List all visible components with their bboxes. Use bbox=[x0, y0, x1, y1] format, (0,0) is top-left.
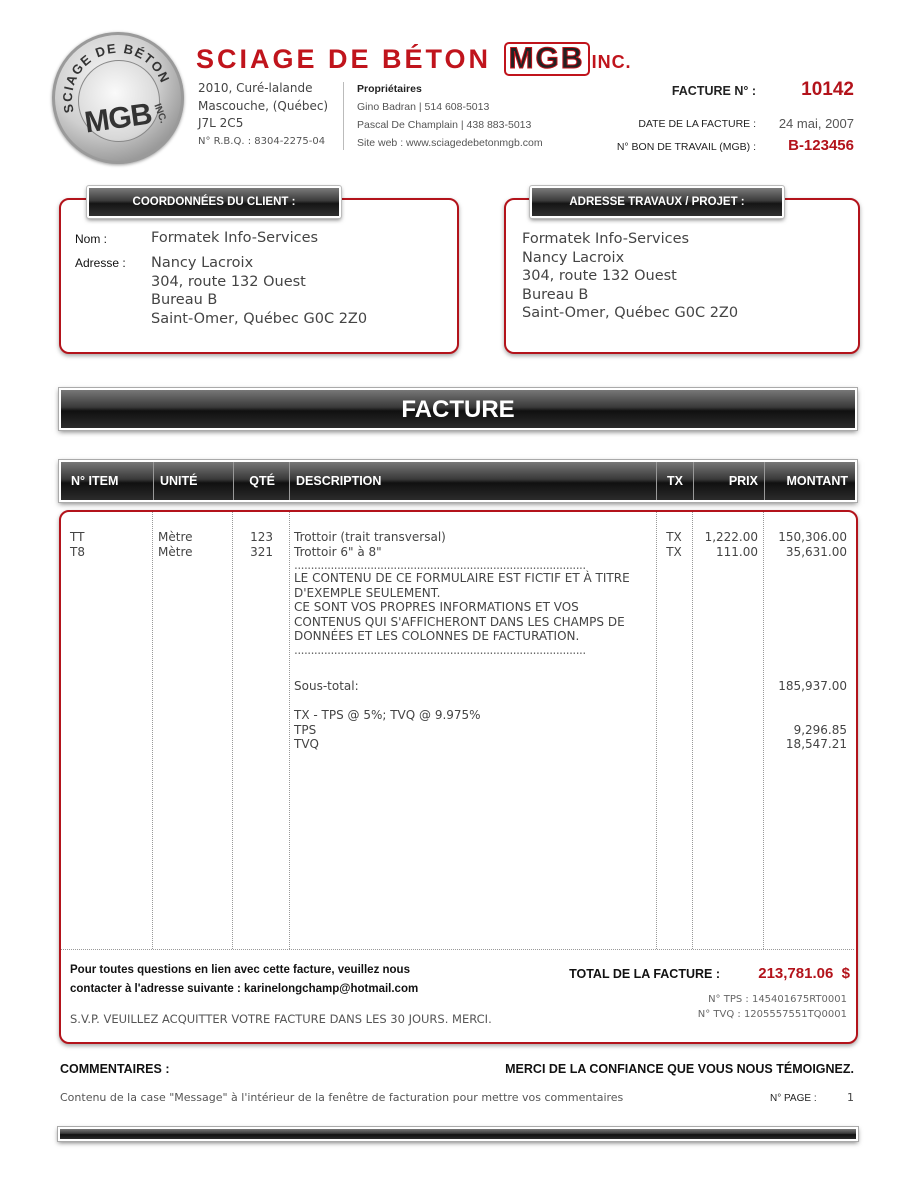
row-unit: Mètre bbox=[158, 544, 193, 559]
tps-value: 9,296.85 bbox=[793, 723, 847, 737]
table-row bbox=[70, 530, 85, 559]
notice-line: CONTENUS QUI S'AFFICHERONT DANS LES CHAMPS DE bbox=[294, 614, 625, 629]
client-address-line: 304, route 132 Ouest bbox=[151, 273, 306, 290]
col-item: N° ITEM bbox=[61, 462, 154, 500]
thanks-message: MERCI DE LA CONFIANCE QUE VOUS NOUS TÉMOIGNEZ. bbox=[505, 1062, 854, 1076]
owner-2: Pascal De Champlain | 438 883-5013 bbox=[357, 119, 532, 131]
col-qty: QTÉ bbox=[234, 462, 290, 500]
page-label: N° PAGE : bbox=[770, 1093, 817, 1104]
project-address-line: 304, route 132 Ouest bbox=[522, 268, 677, 284]
invoice-number-label: FACTURE N° : bbox=[671, 84, 756, 98]
table-footer-divider bbox=[61, 949, 854, 950]
company-mgb: MGB bbox=[504, 42, 590, 76]
invoice-title-bar bbox=[59, 388, 857, 430]
bottom-bar bbox=[58, 1127, 858, 1141]
col-price: PRIX bbox=[694, 462, 765, 500]
website[interactable]: Site web : www.sciagedebetonmgb.com bbox=[357, 137, 543, 149]
dotted-separator: ........................................................................................ bbox=[294, 559, 586, 571]
client-address-label: Adresse : bbox=[75, 256, 126, 270]
project-header: ADRESSE TRAVAUX / PROJET : bbox=[530, 186, 784, 218]
subtotal-value: 185,937.00 bbox=[778, 679, 847, 693]
owners-heading: Propriétaires bbox=[357, 83, 422, 95]
client-header: COORDONNÉES DU CLIENT : bbox=[87, 186, 341, 218]
payment-notice: S.V.P. VEUILLEZ ACQUITTER VOTRE FACTURE DANS LES 30 JOURS. MERCI. bbox=[70, 1012, 492, 1026]
row-item: T8 bbox=[70, 544, 85, 559]
row-unit: Mètre bbox=[158, 530, 193, 544]
row-description: Trottoir (trait transversal) bbox=[294, 530, 446, 544]
tps-label: TPS bbox=[294, 723, 317, 737]
col-tx: TX bbox=[657, 462, 694, 500]
tax-description: TX - TPS @ 5%; TVQ @ 9.975% bbox=[294, 708, 481, 722]
row-description: Trottoir 6" à 8" bbox=[294, 544, 382, 559]
row-amount: 35,631.00 bbox=[785, 544, 847, 559]
tvq-label: TVQ bbox=[294, 737, 319, 751]
address-line-2: Mascouche, (Québec) bbox=[198, 98, 329, 113]
table-row-amount bbox=[765, 530, 847, 559]
project-address bbox=[522, 230, 738, 323]
owners-block bbox=[357, 80, 543, 152]
project-address-line: Saint-Omer, Québec G0C 2Z0 bbox=[522, 305, 739, 321]
header-divider bbox=[343, 82, 344, 150]
notice-line: CE SONT VOS PROPRES INFORMATIONS ET VOS bbox=[294, 600, 579, 614]
col-description: DESCRIPTION bbox=[290, 462, 657, 500]
col-divider bbox=[763, 512, 764, 949]
table-row-unit bbox=[158, 530, 193, 559]
table-row-price bbox=[694, 530, 758, 559]
col-amount: MONTANT bbox=[786, 474, 848, 488]
company-name bbox=[196, 42, 632, 76]
logo-inc-text: INC. bbox=[151, 102, 169, 125]
tvq-value: 18,547.21 bbox=[785, 737, 847, 751]
col-divider bbox=[656, 512, 657, 949]
col-divider bbox=[692, 512, 693, 949]
notice-line: D'EXEMPLE SEULEMENT. bbox=[294, 585, 441, 600]
project-address-line: Bureau B bbox=[522, 286, 589, 303]
row-item: TT bbox=[70, 530, 85, 544]
address-postal: J7L 2C5 bbox=[198, 116, 244, 130]
company-address bbox=[198, 80, 328, 150]
table-row-tx bbox=[658, 530, 690, 559]
client-address bbox=[151, 254, 367, 328]
dotted-separator: ........................................................................................ bbox=[294, 643, 586, 656]
owner-1: Gino Badran | 514 608-5013 bbox=[357, 101, 490, 113]
address-line-1: 2010, Curé-lalande bbox=[198, 81, 313, 95]
col-divider bbox=[232, 512, 233, 949]
client-address-line: Nancy Lacroix bbox=[151, 255, 254, 271]
row-amount: 150,306.00 bbox=[778, 530, 847, 544]
logo-ring-label: SCIAGE DE BÉTON bbox=[59, 40, 173, 115]
invoice-date: 24 mai, 2007 bbox=[778, 116, 854, 131]
row-price: 111.00 bbox=[716, 544, 758, 559]
notice-line: LE CONTENU DE CE FORMULAIRE EST FICTIF ET À TITRE bbox=[294, 571, 630, 585]
invoice-title: FACTURE bbox=[401, 396, 515, 423]
table-header bbox=[59, 460, 857, 502]
work-order-number: B-123456 bbox=[788, 137, 854, 154]
logo-mgb-text: MGB bbox=[82, 97, 154, 140]
total-label: TOTAL DE LA FACTURE : bbox=[569, 967, 720, 981]
rbq-number: N° R.B.Q. : 8304-2275-04 bbox=[198, 135, 326, 147]
total-value: 213,781.06 $ bbox=[758, 965, 850, 982]
subtotal-label: Sous-total: bbox=[294, 679, 359, 693]
row-qty: 321 bbox=[250, 544, 273, 559]
work-order-label: N° BON DE TRAVAIL (MGB) : bbox=[616, 141, 756, 153]
row-price: 1,222.00 bbox=[704, 530, 758, 544]
table-row-qty bbox=[235, 530, 273, 559]
col-divider bbox=[289, 512, 290, 949]
row-tx: TX bbox=[666, 544, 682, 559]
page-number: 1 bbox=[847, 1091, 854, 1104]
tps-registration: N° TPS : 145401675RT0001 bbox=[708, 994, 847, 1005]
contact-info bbox=[70, 961, 418, 999]
client-name-label: Nom : bbox=[75, 232, 108, 246]
col-unit: UNITÉ bbox=[154, 462, 234, 500]
tvq-registration: N° TVQ : 1205557551TQ0001 bbox=[697, 1009, 847, 1020]
row-tx: TX bbox=[666, 530, 682, 544]
contact-line: contacter à l'adresse suivante : karinelongchamp@hotmail.com bbox=[70, 983, 419, 995]
client-address-line: Bureau B bbox=[151, 292, 218, 308]
company-name-text: SCIAGE DE BÉTON bbox=[196, 44, 492, 74]
project-address-line: Nancy Lacroix bbox=[522, 249, 625, 266]
contact-line: Pour toutes questions en lien avec cette facture, veuillez nous bbox=[70, 964, 410, 976]
client-name: Formatek Info-Services bbox=[151, 230, 319, 246]
comments-label: COMMENTAIRES : bbox=[60, 1062, 170, 1076]
company-inc: INC. bbox=[591, 52, 632, 72]
invoice-date-label: DATE DE LA FACTURE : bbox=[638, 118, 756, 130]
notice-line: DONNÉES ET LES COLONNES DE FACTURATION. bbox=[294, 629, 580, 643]
client-address-line: Saint-Omer, Québec G0C 2Z0 bbox=[151, 310, 368, 327]
comments-text: Contenu de la case "Message" à l'intérieur de la fenêtre de facturation pour mettre vos commentaires bbox=[60, 1091, 624, 1104]
row-qty: 123 bbox=[250, 530, 273, 544]
invoice-number: 10142 bbox=[801, 79, 854, 100]
col-divider bbox=[152, 512, 153, 949]
project-address-line: Formatek Info-Services bbox=[522, 231, 690, 247]
table-row-description bbox=[294, 530, 654, 656]
